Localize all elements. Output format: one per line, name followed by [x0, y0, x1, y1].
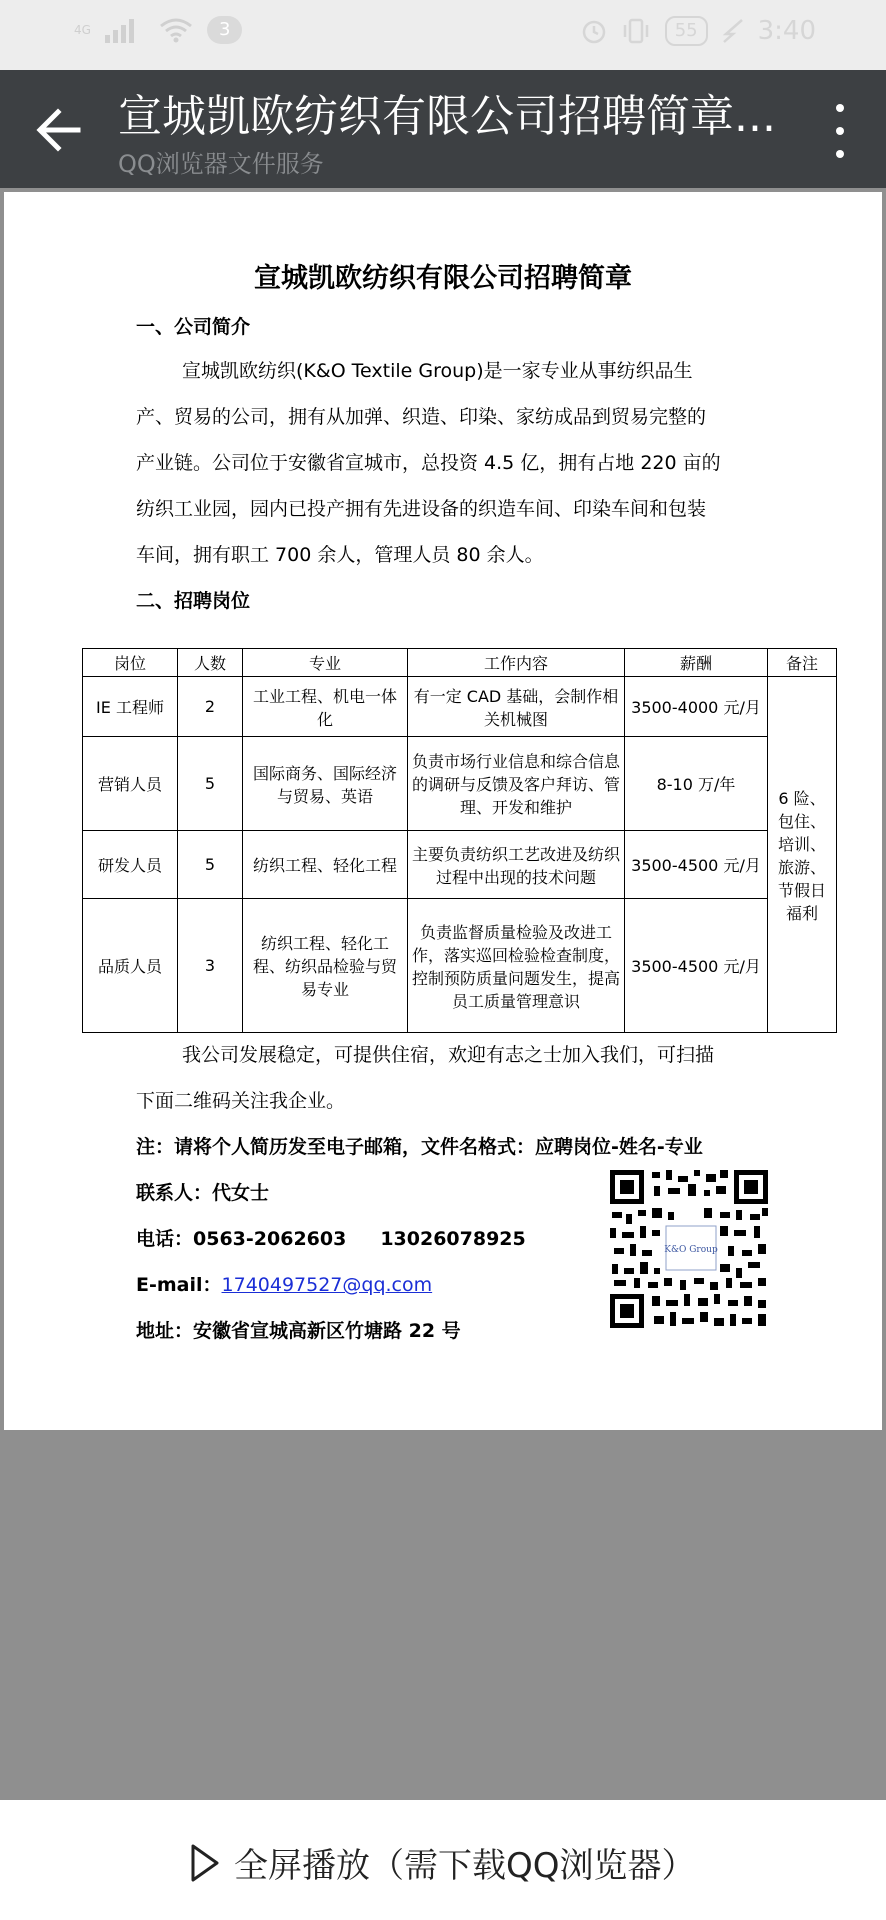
document-title: 宣城凯欧纺织有限公司招聘简章 — [254, 263, 632, 294]
app-bar — [0, 70, 886, 188]
cell-salary: 8-10 万/年 — [625, 737, 768, 831]
phone-row — [136, 1224, 526, 1251]
remark-text: 6 险、包住、培训、旅游、节假日福利 — [777, 788, 826, 923]
table-row — [83, 737, 837, 831]
more-dot-icon — [836, 104, 844, 112]
cell-major: 国际商务、国际经济与贸易、英语 — [243, 737, 408, 831]
table-header: 薪酬 — [625, 649, 768, 677]
phone-number-2[interactable]: 13026078925 — [380, 1228, 526, 1250]
cell-salary: 3500-4500 元/月 — [625, 899, 768, 1033]
closing-line: 我公司发展稳定，可提供住宿，欢迎有志之士加入我们，可扫描 — [182, 1044, 715, 1066]
table-row — [83, 831, 837, 899]
notification-count-badge: 3 — [207, 16, 242, 44]
cell-count: 5 — [178, 737, 243, 831]
email-label: E-mail： — [136, 1274, 222, 1296]
cell-count: 3 — [178, 899, 243, 1033]
table-header: 岗位 — [83, 649, 178, 677]
intro-line: 产、贸易的公司，拥有从加弹、织造、印染、家纺成品到贸易完整的 — [136, 406, 707, 428]
intro-line: 宣城凯欧纺织(K&O Textile Group)是一家专业从事纺织品生 — [182, 360, 693, 382]
phone-number-1[interactable]: 0563-2062603 — [193, 1228, 347, 1250]
cell-position: IE 工程师 — [83, 677, 178, 737]
qr-code-image — [608, 1168, 770, 1330]
alarm-icon — [581, 18, 607, 44]
play-icon — [190, 1843, 220, 1883]
table-header: 工作内容 — [408, 649, 625, 677]
table-header-row — [83, 649, 837, 677]
cell-count: 2 — [178, 677, 243, 737]
table-row — [83, 899, 837, 1033]
company-address: 地址：安徽省宣城高新区竹塘路 22 号 — [136, 1320, 461, 1342]
cell-position: 品质人员 — [83, 899, 178, 1033]
table-header: 专业 — [243, 649, 408, 677]
status-left — [74, 16, 242, 44]
cell-major: 纺织工程、轻化工程 — [243, 831, 408, 899]
status-right — [581, 16, 816, 46]
table-header: 备注 — [768, 649, 837, 677]
wifi-icon — [159, 17, 193, 43]
more-dot-icon — [836, 150, 844, 158]
page-title: 宣城凯欧纺织有限公司招聘简章... — [118, 91, 776, 142]
cell-major: 工业工程、机电一体化 — [243, 677, 408, 737]
more-menu-button[interactable] — [832, 104, 848, 158]
cell-position: 营销人员 — [83, 737, 178, 831]
network-label: 4G — [74, 23, 91, 37]
cell-major: 纺织工程、轻化工程、纺织品检验与贸易专业 — [243, 899, 408, 1033]
battery-level: 55 — [665, 16, 708, 46]
phone-label: 电话： — [136, 1228, 194, 1250]
cell-count: 5 — [178, 831, 243, 899]
cell-duty: 负责监督质量检验及改进工作，落实巡回检验检查制度，控制预防质量问题发生，提高员工质量管理意识 — [408, 899, 625, 1033]
arrow-left-icon — [34, 100, 84, 160]
cell-duty: 主要负责纺织工艺改进及纺织过程中出现的技术问题 — [408, 831, 625, 899]
signal-icon — [105, 17, 145, 43]
closing-line: 下面二维码关注我企业。 — [136, 1090, 346, 1112]
email-row — [136, 1270, 432, 1297]
charging-icon — [722, 18, 744, 44]
vibrate-icon — [621, 18, 651, 44]
more-dot-icon — [836, 127, 844, 135]
fullscreen-play-label: 全屏播放（需下载QQ浏览器） — [234, 1846, 696, 1886]
cell-salary: 3500-4500 元/月 — [625, 831, 768, 899]
cell-duty: 负责市场行业信息和综合信息的调研与反馈及客户拜访、管理、开发和维护 — [408, 737, 625, 831]
clock-time: 3:40 — [757, 16, 816, 46]
table-row — [83, 677, 837, 737]
cell-salary: 3500-4000 元/月 — [625, 677, 768, 737]
jobs-table — [82, 648, 837, 1033]
intro-line: 产业链。公司位于安徽省宣城市，总投资 4.5 亿，拥有占地 220 亩的 — [136, 452, 721, 474]
document-page[interactable] — [4, 192, 882, 1430]
email-link[interactable]: 1740497527@qq.com — [221, 1274, 433, 1296]
section-heading-positions: 二、招聘岗位 — [136, 590, 251, 612]
section-heading-company: 一、公司简介 — [136, 316, 251, 338]
page-subtitle: QQ浏览器文件服务 — [118, 150, 324, 178]
status-bar — [0, 0, 886, 70]
intro-line: 纺织工业园，园内已投产拥有先进设备的织造车间、印染车间和包装 — [136, 498, 707, 520]
table-header: 人数 — [178, 649, 243, 677]
submission-note: 注：请将个人简历发至电子邮箱，文件名格式：应聘岗位-姓名-专业 — [136, 1136, 703, 1158]
qr-logo-text: K&O Group — [664, 1245, 718, 1255]
intro-line: 车间，拥有职工 700 余人，管理人员 80 余人。 — [136, 544, 544, 566]
back-button[interactable] — [34, 100, 84, 160]
contact-person: 联系人：代女士 — [136, 1182, 270, 1204]
cell-duty: 有一定 CAD 基础，会制作相关机械图 — [408, 677, 625, 737]
cell-remark — [768, 677, 837, 1033]
bottom-bar — [0, 1800, 886, 1920]
fullscreen-play-button[interactable] — [190, 1838, 696, 1887]
cell-position: 研发人员 — [83, 831, 178, 899]
